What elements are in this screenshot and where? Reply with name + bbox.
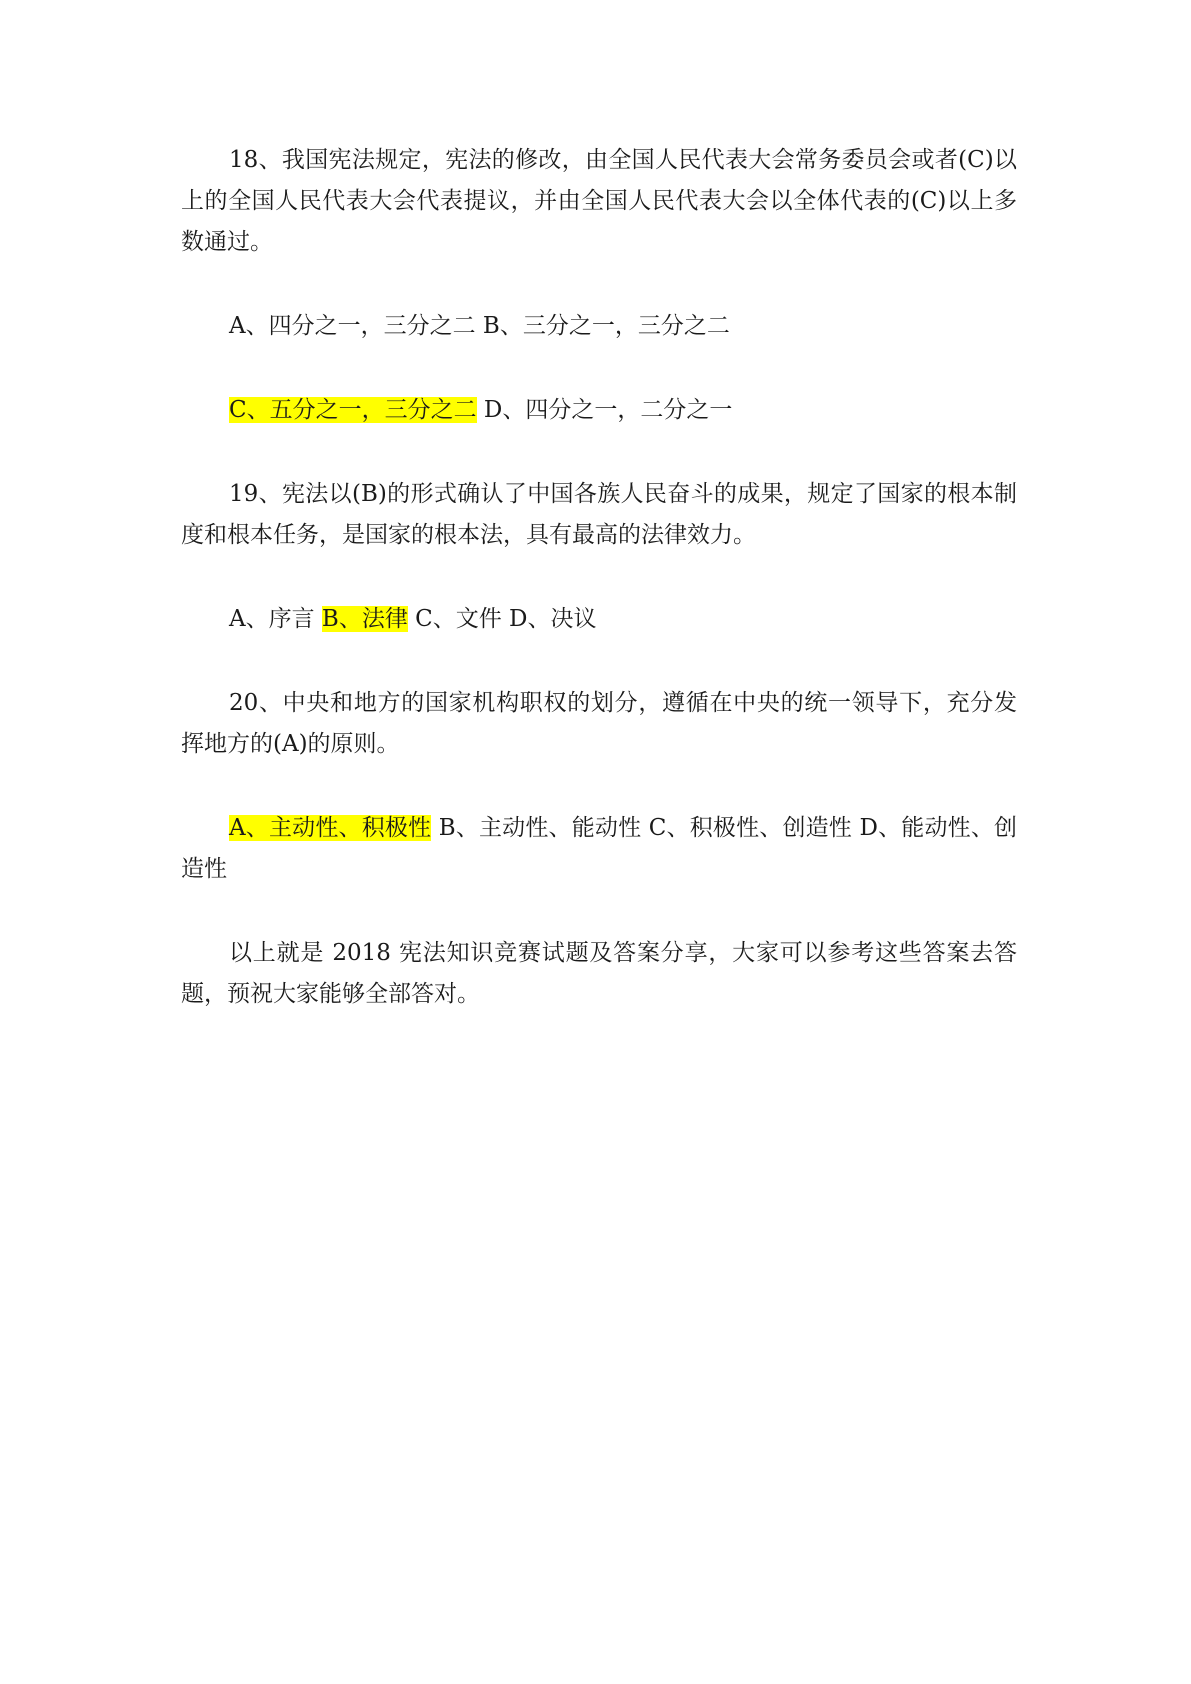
question-20-options xyxy=(181,808,1017,890)
question-18-answer-highlight: C、五分之一，三分之二 xyxy=(229,397,477,423)
question-18-options-line-1: A、四分之一，三分之二 B、三分之一，三分之二 xyxy=(229,313,730,339)
question-19-other-options: C、文件 D、决议 xyxy=(407,606,597,632)
question-19-option-a: A、序言 xyxy=(229,606,322,632)
conclusion-paragraph: 以上就是 2018 宪法知识竞赛试题及答案分享，大家可以参考这些答案去答题，预祝大家能够全部答对。 xyxy=(181,940,1017,1007)
question-19-stem: 19、宪法以(B)的形式确认了中国各族人民奋斗的成果，规定了国家的根本制度和根本任务，是国家的根本法，具有最高的法律效力。 xyxy=(181,481,1017,548)
question-19-options xyxy=(181,599,1017,640)
question-20-answer-highlight: A、主动性、积极性 xyxy=(229,815,432,841)
question-20-other-options: B、主动性、能动性 C、积极性、创造性 D、能动性、创造性 xyxy=(181,815,1017,882)
question-18-stem: 18、我国宪法规定，宪法的修改，由全国人民代表大会常务委员会或者(C)以上的全国人民代表大会代表提议，并由全国人民代表大会以全体代表的(C)以上多数通过。 xyxy=(181,147,1017,255)
question-18-options-line-2 xyxy=(181,390,1017,431)
question-20-stem: 20、中央和地方的国家机构职权的划分，遵循在中央的统一领导下，充分发挥地方的(A)的原则。 xyxy=(181,690,1017,757)
question-19-answer-highlight: B、法律 xyxy=(321,606,408,632)
question-18-other-option: D、四分之一，二分之一 xyxy=(476,397,733,423)
document-page xyxy=(181,140,1017,1058)
